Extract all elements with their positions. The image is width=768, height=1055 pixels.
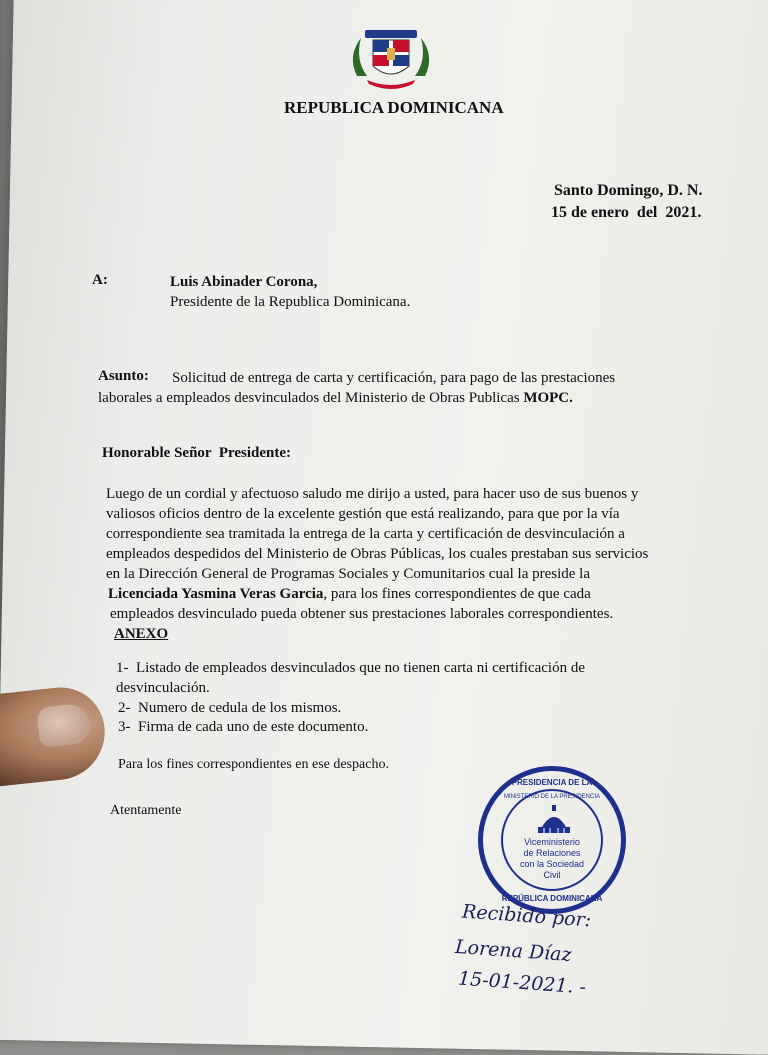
seal-outer-bottom: REPÚBLICA DOMINICANA [501, 894, 603, 903]
salutation: Honorable Señor Presidente: [102, 445, 292, 461]
recipient-title: Presidente de la Republica Dominicana. [170, 294, 411, 310]
subject-acronym: MOPC. [523, 390, 573, 406]
letterhead-country: REPUBLICA DOMINICANA [284, 98, 504, 117]
seal-center-3: con la Sociedad [519, 859, 585, 869]
annex-heading: ANEXO [114, 626, 169, 642]
recipient-name: Luis Abinader Corona, [170, 274, 318, 290]
recipient-label: A: [92, 272, 108, 288]
subject-line-2 [98, 390, 573, 407]
subject-label: Asunto: [98, 368, 149, 384]
body-line-4: empleados despedidos del Ministerio de Obras Públicas, los cuales prestaban sus servicios [106, 546, 649, 562]
thumb-nail [36, 703, 92, 748]
body-line-1: Luego de un cordial y afectuoso saludo me dirijo a usted, para hacer uso de sus buenos y [106, 486, 639, 502]
coat-of-arms-icon [343, 26, 439, 90]
annex-item-1: 1- Listado de empleados desvinculados que no tienen carta ni certificación de [116, 660, 585, 676]
seal-center-1: Viceministerio [524, 837, 580, 847]
signoff: Atentamente [110, 803, 182, 818]
received-by-name: Lorena Díaz [454, 935, 573, 967]
date: 15 de enero del 2021. [551, 204, 702, 221]
seal-inner-ring [501, 789, 603, 891]
palace-dome-icon [534, 805, 574, 835]
body-line-7: empleados desvinculado pueda obtener sus prestaciones laborales correspondientes. [110, 606, 614, 622]
place: Santo Domingo, D. N. [554, 182, 703, 199]
closing-line: Para los fines correspondientes en ese despacho. [118, 757, 389, 772]
seal-outer-top: PRESIDENCIA DE LA [511, 778, 593, 787]
body-line-5: en la Dirección General de Programas Sociales y Comunitarios cual la preside la [106, 566, 590, 582]
body-named-person: Licenciada Yasmina Veras Garcia [108, 586, 324, 602]
annex-item-3: 3- Firma de cada uno de este documento. [118, 719, 369, 735]
seal-inner-top: MINISTERIO DE LA PRESIDENCIA [503, 794, 601, 800]
received-date: 15-01-2021. - [457, 967, 587, 999]
subject-line-2-text: laborales a empleados desvinculados del Ministerio de Obras Publicas [98, 390, 524, 406]
body-line-6-text: , para los fines correspondientes de que cada [323, 586, 591, 602]
seal-center-4: Civil [543, 870, 561, 880]
body-line-2: valiosos oficios dentro de la excelente gestión que está realizando, para que por la vía [106, 506, 620, 522]
received-by-note: Recibido por: [461, 900, 592, 932]
annex-item-2: 2- Numero de cedula de los mismos. [118, 700, 342, 716]
annex-item-1-cont: desvinculación. [116, 680, 210, 696]
official-seal [478, 766, 626, 914]
subject-line-1: Solicitud de entrega de carta y certificación, para pago de las prestaciones [172, 370, 616, 386]
body-line-6 [108, 586, 591, 603]
seal-center-2: de Relaciones [523, 848, 581, 858]
body-line-3: correspondiente sea tramitada la entrega de la carta y certificación de desvinculación a [106, 526, 625, 542]
